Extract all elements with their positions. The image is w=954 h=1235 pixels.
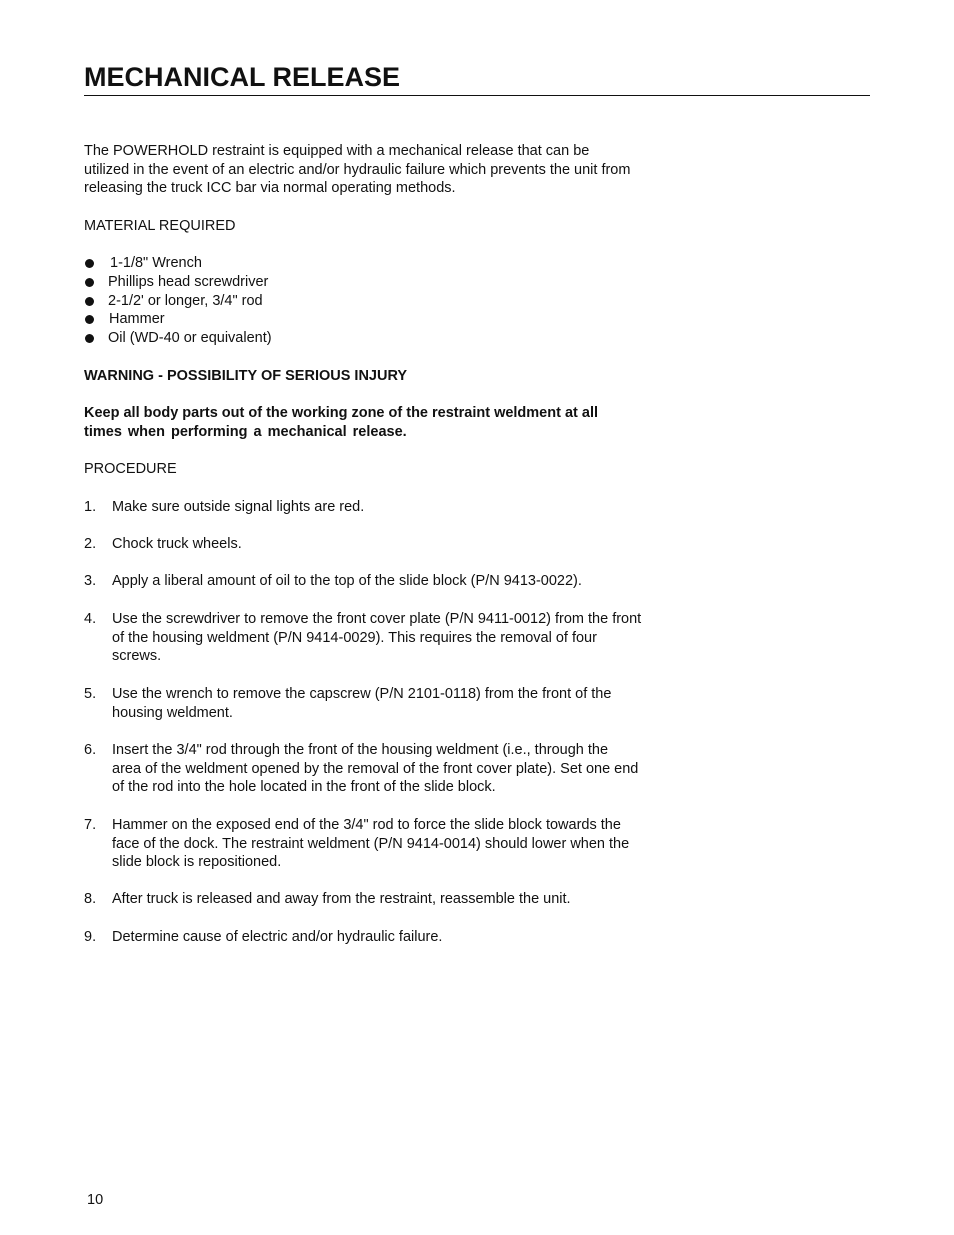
- step-line: Hammer on the exposed end of the 3/4" rod to force the slide block towards the: [112, 817, 621, 833]
- list-item-label: Hammer: [109, 311, 165, 328]
- step-line: Apply a liberal amount of oil to the top of the slide block (P/N 9413-0022).: [112, 573, 582, 589]
- intro-line: releasing the truck ICC bar via normal operating methods.: [84, 180, 456, 197]
- intro-paragraph: [84, 142, 664, 198]
- procedure-step: [84, 610, 664, 666]
- step-line: Use the wrench to remove the capscrew (P/N 2101-0118) from the front of the: [112, 686, 612, 702]
- step-number: 7.: [84, 817, 97, 833]
- procedure-step: [84, 685, 664, 722]
- bullet-icon: [85, 334, 94, 343]
- intro-line: The POWERHOLD restraint is equipped with a mechanical release that can be: [84, 143, 590, 159]
- step-number: 9.: [84, 929, 97, 945]
- bullet-icon: [85, 259, 94, 268]
- step-line: of the housing weldment (P/N 9414-0029). This requires the removal of four: [112, 629, 597, 646]
- list-item: [84, 273, 272, 292]
- step-line: slide block is repositioned.: [112, 854, 282, 871]
- list-item-label: 2-1/2' or longer, 3/4" rod: [108, 292, 263, 309]
- procedure-step: [84, 535, 664, 554]
- procedure-step: [84, 890, 664, 909]
- step-line: face of the dock. The restraint weldment (P/N 9414-0014) should lower when the: [112, 835, 630, 852]
- list-item-label: Phillips head screwdriver: [108, 273, 269, 290]
- step-number: 8.: [84, 891, 97, 907]
- step-line: Use the screwdriver to remove the front cover plate (P/N 9411-0012) from the front: [112, 611, 642, 627]
- warning-heading: WARNING - POSSIBILITY OF SERIOUS INJURY: [84, 368, 408, 384]
- bullet-icon: [85, 297, 94, 306]
- warning-paragraph: [84, 404, 664, 441]
- step-number: 6.: [84, 742, 97, 758]
- materials-list: [84, 254, 272, 348]
- step-number: 5.: [84, 686, 97, 702]
- step-line: After truck is released and away from the restraint, reassemble the unit.: [112, 891, 571, 907]
- procedure-step: [84, 928, 664, 947]
- warning-line: Keep all body parts out of the working zone of the restraint weldment at all: [84, 405, 599, 421]
- procedure-step: [84, 741, 664, 797]
- procedure-heading: PROCEDURE: [84, 461, 177, 477]
- list-item: [84, 292, 272, 311]
- list-item: [84, 329, 272, 348]
- step-line: screws.: [112, 648, 162, 665]
- list-item: [84, 310, 272, 329]
- step-line: area of the weldment opened by the removal of the front cover plate). Set one end: [112, 760, 639, 777]
- materials-heading: MATERIAL REQUIRED: [84, 218, 236, 234]
- list-item-label: Oil (WD-40 or equivalent): [108, 330, 272, 347]
- list-item-label: 1-1/8" Wrench: [110, 255, 202, 271]
- step-number: 2.: [84, 536, 97, 552]
- page-title: MECHANICAL RELEASE: [84, 62, 401, 92]
- procedure-step: [84, 572, 664, 591]
- step-line: Chock truck wheels.: [112, 536, 242, 552]
- step-number: 3.: [84, 573, 97, 589]
- step-line: of the rod into the hole located in the front of the slide block.: [112, 779, 496, 796]
- title-divider: [84, 95, 870, 96]
- bullet-icon: [85, 315, 94, 324]
- step-line: Determine cause of electric and/or hydraulic failure.: [112, 929, 443, 945]
- procedure-step: [84, 498, 664, 517]
- list-item: [84, 254, 272, 273]
- intro-line: utilized in the event of an electric and/or hydraulic failure which prevents the unit from: [84, 161, 631, 178]
- step-line: housing weldment.: [112, 704, 233, 721]
- step-line: Insert the 3/4" rod through the front of the housing weldment (i.e., through the: [112, 742, 609, 758]
- step-number: 1.: [84, 499, 97, 515]
- procedure-step: [84, 816, 664, 872]
- warning-line: times when performing a mechanical release.: [84, 423, 407, 440]
- step-line: Make sure outside signal lights are red.: [112, 499, 365, 515]
- page-number: 10: [87, 1192, 104, 1208]
- bullet-icon: [85, 278, 94, 287]
- step-number: 4.: [84, 611, 97, 627]
